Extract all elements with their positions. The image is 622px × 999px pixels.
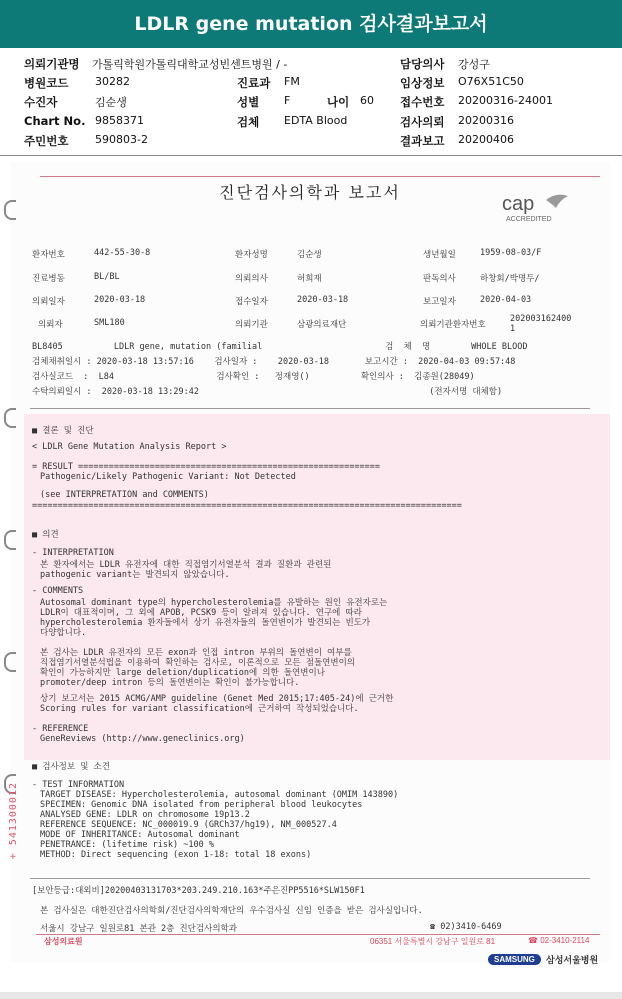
report-title: LDLR gene mutation 검사결과보고서: [0, 0, 622, 48]
info-label: 판독의사: [423, 274, 456, 284]
info-label: 의뢰의사: [235, 274, 268, 284]
value-receipt-no: 20200316-24001: [458, 94, 553, 107]
comment-line: 직접염기서열분석법을 이용하여 확인하는 검사로, 이론적으로 모든 점돌연변이의: [40, 658, 355, 668]
footer-address: 06351 서울특별시 강남구 일원로 81: [370, 937, 496, 946]
test-info-line: SPECIMEN: Genomic DNA isolated from peripheral blood leukocytes: [40, 800, 363, 810]
bottom-red-line: [36, 934, 600, 935]
comment-line: Autosomal dominant type의 hypercholesterolemia를 유발하는 원인 유전자로는: [40, 598, 388, 608]
binder-hole: [4, 408, 16, 428]
label-department: 진료과: [237, 76, 271, 90]
comment-line: LDLR이 대표적이며, 그 외에 APOB, PCSK9 등이 알려져 있습니다. 연구에 따라: [40, 608, 362, 618]
cap-text: cap: [502, 193, 535, 215]
section-opinion: ■ 의견: [32, 530, 59, 540]
label-chart-no: Chart No.: [24, 114, 86, 128]
label-resident-no: 주민번호: [24, 134, 69, 148]
top-red-line: [40, 176, 600, 177]
test-info-line: MODE OF INHERITANCE: Autosomal dominant: [40, 830, 240, 840]
result-text: Pathogenic/Likely Pathogenic Variant: Not Detected: [40, 472, 296, 482]
value-chart-no: 9858371: [95, 114, 144, 127]
value-clinical-info: O76X51C50: [458, 75, 524, 88]
info-label: 보고일자: [423, 297, 456, 307]
value-result-report: 20200406: [458, 133, 514, 146]
info-label: 생년월일: [423, 250, 456, 260]
comment-line: hypercholesterolemia 환자들에서 상기 유전자들의 돌연변이가 발견되는 빈도가: [40, 618, 371, 628]
label-result-report: 결과보고: [400, 134, 445, 148]
info-label: 의뢰기관: [235, 320, 268, 330]
footer-phone: ☎ 02-3410-2114: [528, 936, 590, 945]
binder-hole: [4, 530, 16, 550]
side-serial-number: + 541300012: [8, 782, 19, 860]
test-info-line: PENETRANCE: (lifetime risk) ~100 %: [40, 840, 214, 850]
info-label: 의뢰자: [38, 320, 63, 330]
info-value: 삼광의료재단: [297, 320, 347, 330]
result-end-rule: ====================================================================================: [32, 501, 462, 511]
report-heading: 진단검사의학과 보고서: [219, 183, 401, 202]
footer-left: 삼성의료원: [44, 937, 83, 946]
label-specimen: 검체: [237, 115, 260, 129]
binder-hole: [4, 652, 16, 672]
lab-phone: ☎ 02)3410-6469: [430, 922, 502, 932]
request-header: [0, 52, 622, 152]
info-label: 진료병동: [32, 274, 65, 284]
see-interpretation: (see INTERPRETATION and COMMENTS): [40, 490, 209, 500]
info-value: 하창회/박명두/: [480, 274, 540, 284]
interpretation-line: 본 환자에서는 LDLR 유전자에 대한 직접염기서열분석 결과 질환과 관련된: [40, 560, 332, 570]
info-divider: [30, 408, 590, 409]
info-label: 접수일자: [235, 297, 268, 307]
label-org: 의뢰기관명: [24, 57, 80, 71]
comment-line: 본 검사는 LDLR 유전자의 모든 exon과 인접 intron 부위의 돌연변이 여부를: [40, 648, 352, 658]
test-info-line: METHOD: Direct sequencing (exon 1-18: total 18 exons): [40, 850, 312, 860]
value-resident-no: 590803-2: [95, 133, 148, 146]
value-specimen: EDTA Blood: [284, 114, 348, 127]
comment-line: 확인이 가능하지만 large deletion/duplication에 의한 돌연변이나: [40, 668, 325, 678]
test-info-line: REFERENCE SEQUENCE: NC_000019.9 (GRCh37/hg19), NM_000527.4: [40, 820, 337, 830]
section-test-info: ■ 검사정보 및 소견: [32, 762, 110, 772]
bottom-band: [0, 992, 622, 999]
scanned-report: [10, 162, 610, 962]
info-value: 허희재: [297, 274, 322, 284]
specimen-line: BL8405 LDLR gene, mutation (familial 검 체 명 WHOLE BLOOD: [32, 342, 528, 352]
interpretation-line: pathogenic variant는 발견되지 않았습니다.: [40, 570, 230, 580]
hospital-name: 삼성서울병원: [546, 955, 599, 965]
info-label: 환자번호: [32, 250, 65, 260]
test-info-line: TARGET DISEASE: Hypercholesterolemia, autosomal dominant (OMIM 143890): [40, 790, 399, 800]
value-doctor: 강성구: [458, 58, 490, 71]
comment-line: 다양합니다.: [40, 628, 87, 638]
label-receipt-no: 접수번호: [400, 95, 445, 109]
info-value: 2020-04-03: [480, 295, 532, 305]
reference-heading: - REFERENCE: [32, 724, 89, 734]
comments-heading: - COMMENTS: [32, 586, 84, 596]
comment-line: promoter/deep intron 등의 돌연변이는 확인이 불가능합니다.: [40, 678, 300, 688]
label-request-date: 검사의뢰: [400, 115, 445, 129]
info-value: BL/BL: [94, 272, 120, 282]
comment-line: Scoring rules for variant classification에 근거하여 작성되었습니다.: [40, 704, 359, 714]
info-value: 2020-03-18: [297, 295, 349, 305]
header-divider: [0, 155, 622, 156]
label-clinical-info: 임상정보: [400, 76, 445, 90]
info-value: SML180: [94, 318, 125, 328]
value-hospital-code: 30282: [95, 75, 130, 88]
lab-code-line: 검사실코드 : L84 검사확인 : 정재영() 확인의사 : 김종원(28049): [32, 372, 475, 382]
value-age: 60: [360, 94, 374, 107]
value-patient: 김순생: [95, 96, 127, 109]
label-age: 나이: [327, 95, 350, 109]
commission-line: 수탁의뢰일시 : 2020-03-18 13:29:42 (전자서명 대체함): [32, 387, 503, 397]
info-label: 의뢰일자: [32, 297, 65, 307]
analysis-title: < LDLR Gene Mutation Analysis Report >: [32, 442, 227, 452]
comment-line: 상기 보고서는 2015 ACMG/AMP guideline (Genet Med 2015;17:405-24)에 근거한: [40, 694, 394, 704]
value-sex: F: [284, 94, 291, 107]
lab-address: 서울시 강남구 일원로81 본관 2층 진단검사의학과: [40, 924, 237, 934]
test-info-line: ANALYSED GENE: LDLR on chromosome 19p13.2: [40, 810, 250, 820]
info-value: 1959-08-03/F: [480, 248, 542, 258]
certification-line: 본 검사실은 대한진단검사의학회/진단검사의학재단의 우수검사실 신임 인증을 받은 검사실입니다.: [40, 906, 423, 916]
collection-line: 검체채취일시 : 2020-03-18 13:57:16 검사일자 : 2020-03-18 보고시간 : 2020-04-03 09:57:48: [32, 357, 516, 367]
cap-accredited-logo: [498, 190, 578, 224]
label-sex: 성별: [237, 95, 260, 109]
result-rule: = RESULT ===========================================================: [32, 462, 380, 472]
info-label: 의뢰기관환자번호: [420, 320, 486, 330]
info-label: 환자성명: [235, 250, 268, 260]
info-value: 442-55-30-8: [94, 248, 151, 258]
security-line: [보안등급:대외비]20200403131703*203.249.210.163*주은진PP5516*SLW150F1: [32, 886, 365, 896]
test-info-heading: - TEST INFORMATION: [32, 780, 125, 790]
section-conclusion: ■ 결론 및 진단: [32, 426, 94, 436]
value-department: FM: [284, 75, 300, 88]
reference-line: GeneReviews (http://www.geneclinics.org): [40, 734, 245, 744]
cap-sub-text: ACCREDITED: [506, 216, 552, 223]
label-doctor: 담당의사: [400, 57, 445, 71]
binder-hole: [4, 200, 16, 220]
samsung-logo: SAMSUNG: [488, 954, 541, 965]
info-value: 202003162400 1: [510, 314, 572, 334]
value-org: 가톨릭학원가톨릭대학교성빈센트병원 / -: [92, 58, 288, 71]
value-request-date: 20200316: [458, 114, 514, 127]
interpretation-heading: - INTERPRETATION: [32, 548, 114, 558]
label-hospital-code: 병원코드: [24, 76, 69, 90]
footer-divider: [30, 878, 590, 879]
label-patient: 수진자: [24, 95, 58, 109]
info-value: 김순생: [297, 250, 322, 260]
hospital-footer: [10, 936, 610, 966]
info-value: 2020-03-18: [94, 295, 146, 305]
